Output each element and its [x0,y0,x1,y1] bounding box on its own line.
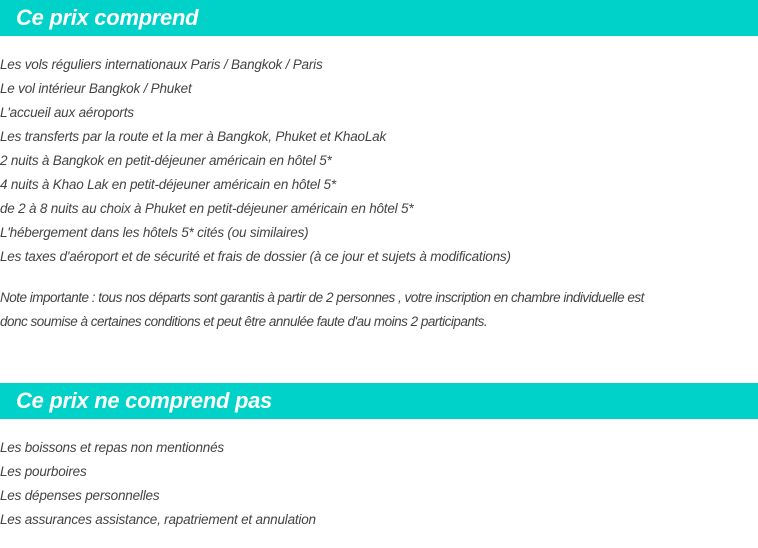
list-item: 2 nuits à Bangkok en petit-déjeuner américain en hôtel 5* [0,153,332,168]
important-note [0,286,758,334]
list-item: Les transferts par la route et la mer à Bangkok, Phuket et KhaoLak [0,129,387,144]
note-line: Note importante : tous nos départs sont garantis à partir de 2 personnes , votre inscription en chambre individuelle est [0,290,644,305]
list-item: Les dépenses personnelles [0,488,160,503]
includes-header [0,0,758,36]
list-item: L'hébergement dans les hôtels 5* cités (ou similaires) [0,225,309,240]
list-item: Les boissons et repas non mentionnés [0,440,224,455]
excludes-title: Ce prix ne comprend pas [16,388,272,413]
includes-title: Ce prix comprend [16,5,199,30]
excludes-header [0,383,758,419]
list-item: L'accueil aux aéroports [0,105,134,120]
excludes-list [0,436,316,532]
list-item: Les assurances assistance, rapatriement et annulation [0,512,316,527]
list-item: Le vol intérieur Bangkok / Phuket [0,81,192,96]
list-item: Les pourboires [0,464,87,479]
includes-list [0,53,511,269]
note-line: donc soumise à certaines conditions et peut être annulée faute d'au moins 2 participants. [0,314,488,329]
list-item: Les taxes d'aéroport et de sécurité et frais de dossier (à ce jour et sujets à modifications) [0,249,511,264]
list-item: Les vols réguliers internationaux Paris / Bangkok / Paris [0,57,323,72]
list-item: 4 nuits à Khao Lak en petit-déjeuner américain en hôtel 5* [0,177,336,192]
list-item: de 2 à 8 nuits au choix à Phuket en petit-déjeuner américain en hôtel 5* [0,201,414,216]
